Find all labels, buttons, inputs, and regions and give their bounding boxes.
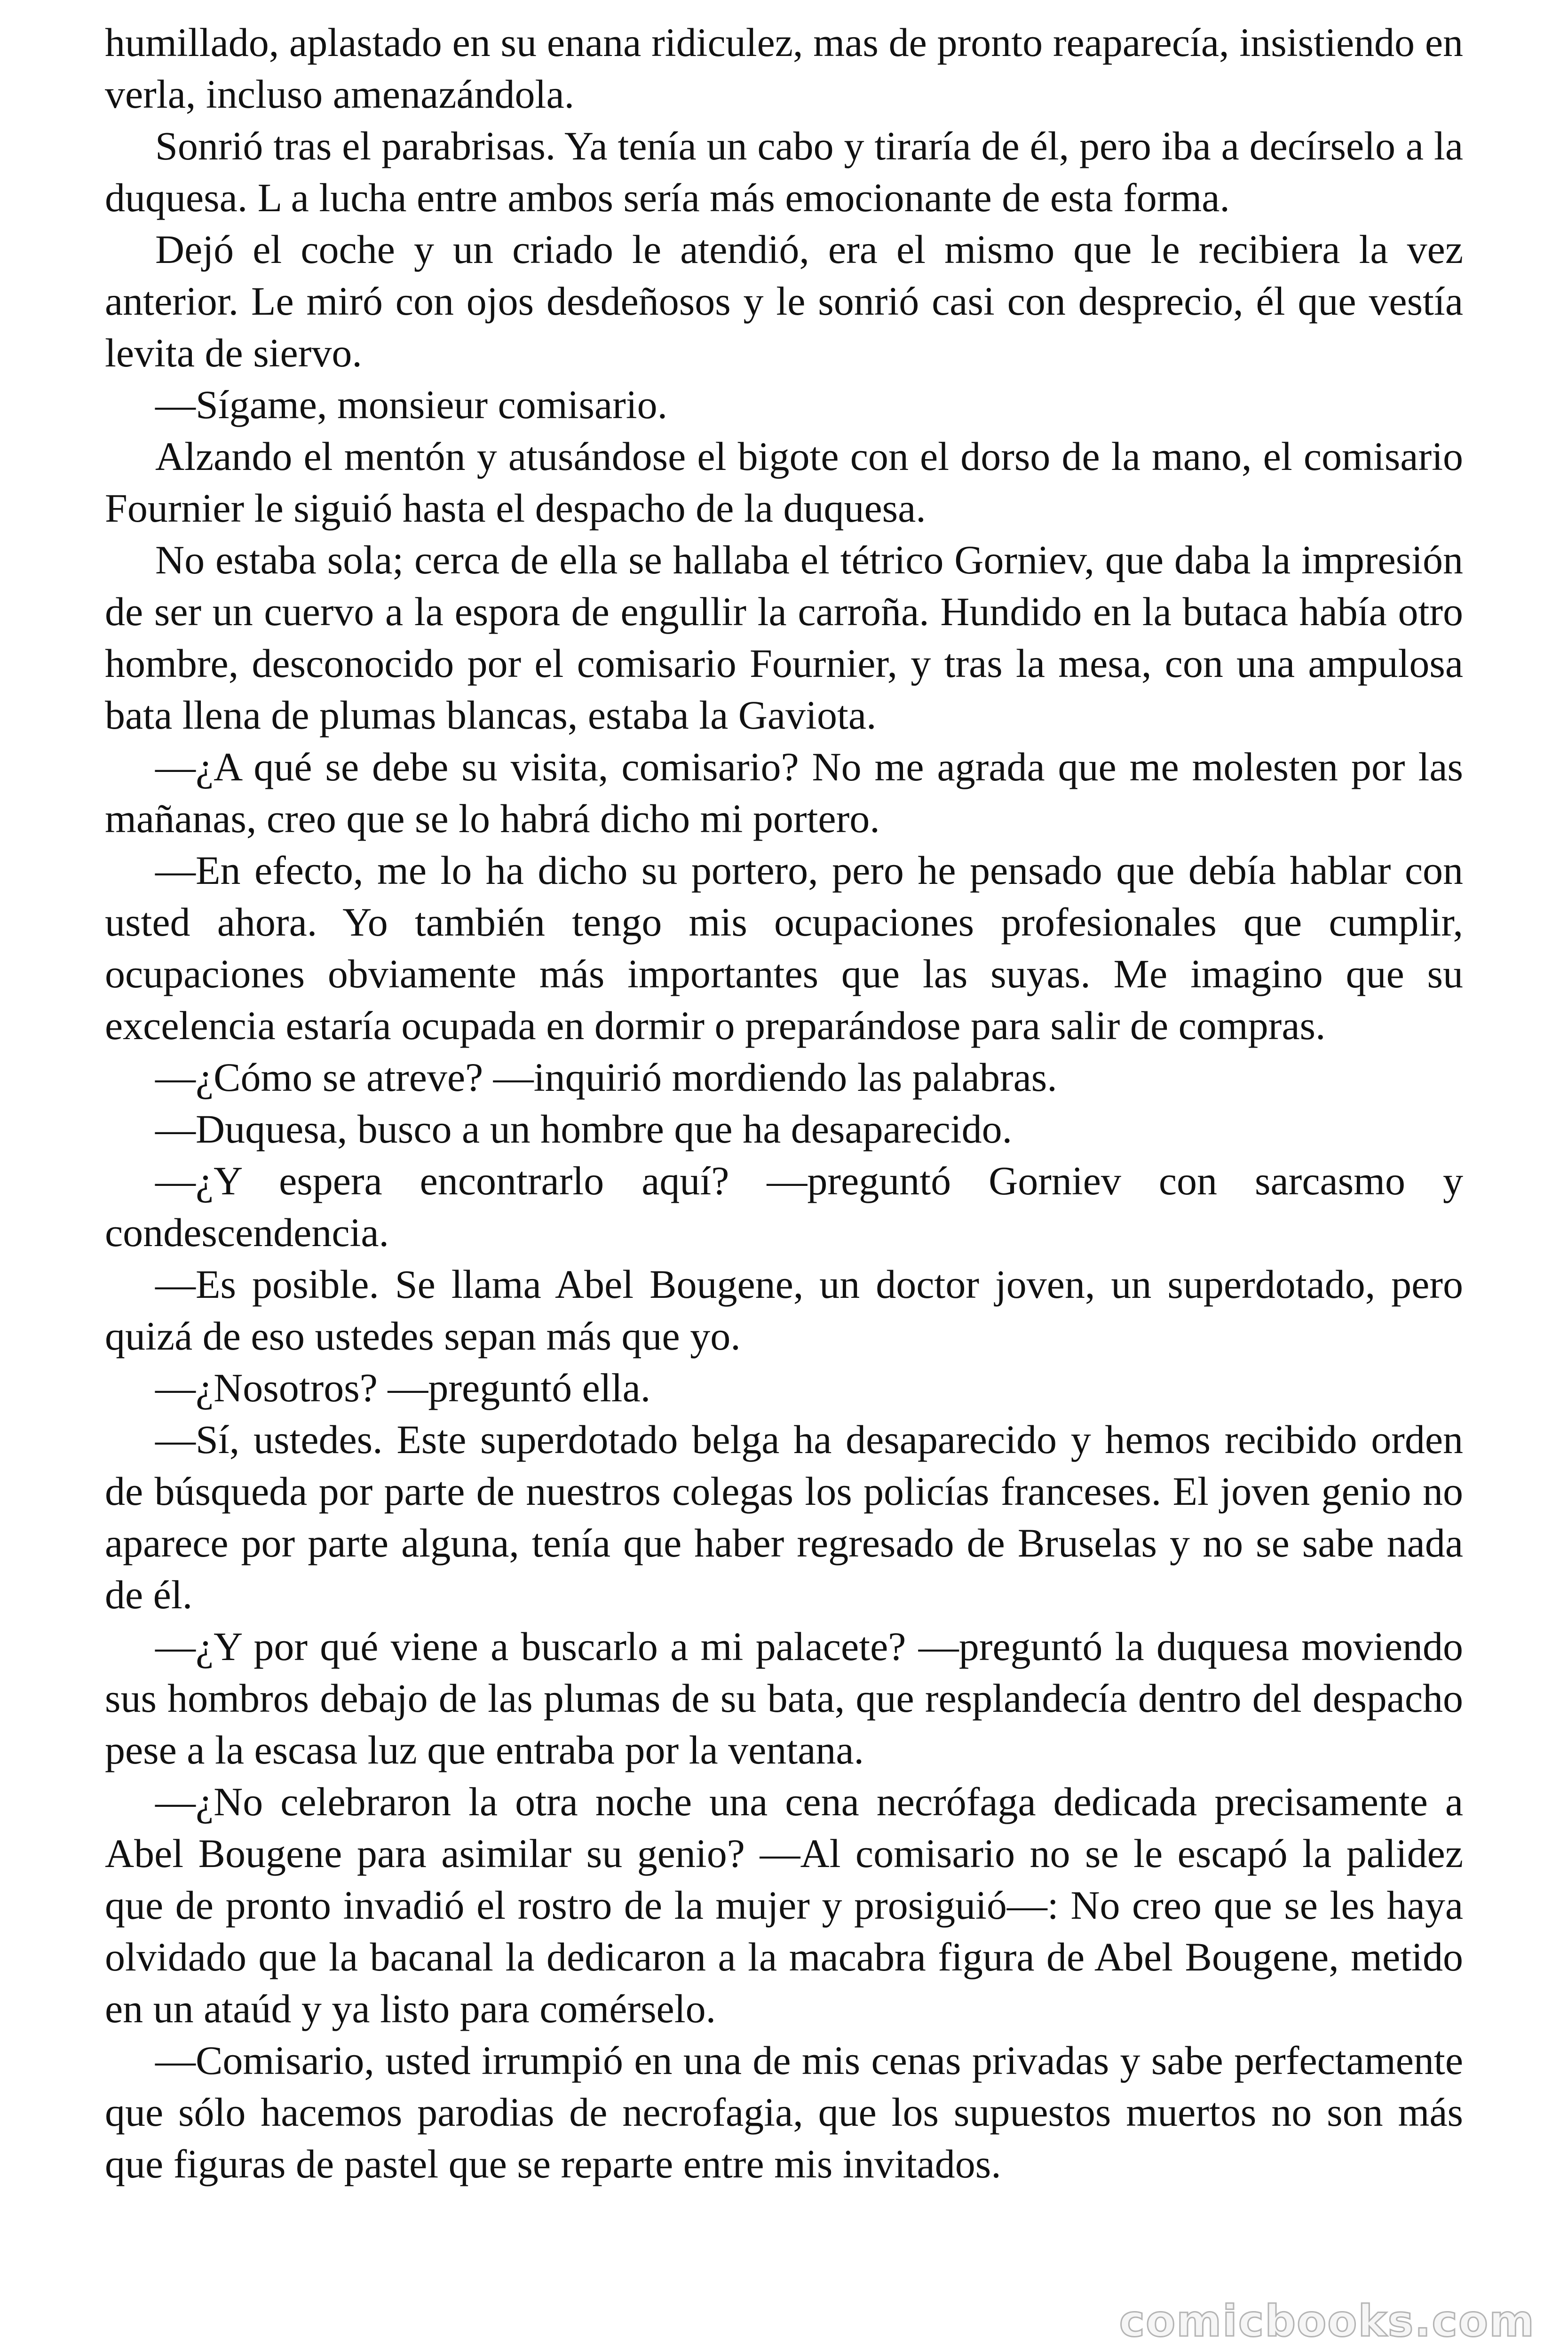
paragraph-1: humillado, aplastado en su enana ridiculez, mas de pronto reaparecía, insistiendo en verla, incluso amenazándola. xyxy=(105,20,1463,117)
paragraph-15: —¿Y por qué viene a buscarlo a mi palacete? —preguntó la duquesa moviendo sus hombros debajo de las plumas de su bata, que resplandecía dentro del despacho pese a la escasa luz que entraba por la ventana. xyxy=(105,1624,1463,1772)
paragraph-11: —¿Y espera encontrarlo aquí? —preguntó Gorniev con sarcasmo y condescendencia. xyxy=(105,1158,1463,1255)
watermark-logo: comicbooks.com xyxy=(1119,2296,1535,2346)
paragraph-13: —¿Nosotros? —preguntó ella. xyxy=(155,1365,651,1410)
paragraph-7: —¿A qué se debe su visita, comisario? No me agrada que me molesten por las mañanas, creo que se lo habrá dicho mi portero. xyxy=(105,744,1463,841)
paragraph-10: —Duquesa, busco a un hombre que ha desaparecido. xyxy=(155,1106,1013,1152)
paragraph-16: —¿No celebraron la otra noche una cena necrófaga dedicada precisamente a Abel Bougene para asimilar su genio? —Al comisario no se le escapó la palidez que de pronto invadió el rostro de la mujer y prosiguió—: No creo que se les haya olvidado que la bacanal la dedicaron a la macabra figura de Abel Bougene, metido en un ataúd y ya listo para comérselo. xyxy=(105,1779,1463,2031)
book-page-text xyxy=(105,16,1463,2190)
paragraph-5: Alzando el mentón y atusándose el bigote con el dorso de la mano, el comisario Fournier le siguió hasta el despacho de la duquesa. xyxy=(105,434,1463,531)
paragraph-17: —Comisario, usted irrumpió en una de mis cenas privadas y sabe perfectamente que sólo hacemos parodias de necrofagia, que los supuestos muertos no son más que figuras de pastel que se reparte entre mis invitados. xyxy=(105,2038,1463,2186)
paragraph-2: Sonrió tras el parabrisas. Ya tenía un cabo y tiraría de él, pero iba a decírselo a la duquesa. L a lucha entre ambos sería más emocionante de esta forma. xyxy=(105,123,1463,220)
paragraph-12: —Es posible. Se llama Abel Bougene, un doctor joven, un superdotado, pero quizá de eso ustedes sepan más que yo. xyxy=(105,1262,1463,1359)
paragraph-14: —Sí, ustedes. Este superdotado belga ha desaparecido y hemos recibido orden de búsqueda por parte de nuestros colegas los policías franceses. El joven genio no aparece por parte alguna, tenía que haber regresado de Bruselas y no se sabe nada de él. xyxy=(105,1417,1463,1617)
paragraph-9: —¿Cómo se atreve? —inquirió mordiendo las palabras. xyxy=(155,1055,1057,1100)
paragraph-8: —En efecto, me lo ha dicho su portero, pero he pensado que debía hablar con usted ahora. Yo también tengo mis ocupaciones profesionales que cumplir, ocupaciones obviamente más importantes que las suyas. Me imagino que su excelencia estaría ocupada en dormir o preparándose para salir de compras. xyxy=(105,848,1463,1048)
paragraph-6: No estaba sola; cerca de ella se hallaba el tétrico Gorniev, que daba la impresión de ser un cuervo a la espora de engullir la carroña. Hundido en la butaca había otro hombre, desconocido por el comisario Fournier, y tras la mesa, con una ampulosa bata llena de plumas blancas, estaba la Gaviota. xyxy=(105,537,1463,738)
paragraph-3: Dejó el coche y un criado le atendió, era el mismo que le recibiera la vez anterior. Le miró con ojos desdeñosos y le sonrió casi con desprecio, él que vestía levita de siervo. xyxy=(105,227,1463,375)
paragraph-4: —Sígame, monsieur comisario. xyxy=(155,382,668,427)
